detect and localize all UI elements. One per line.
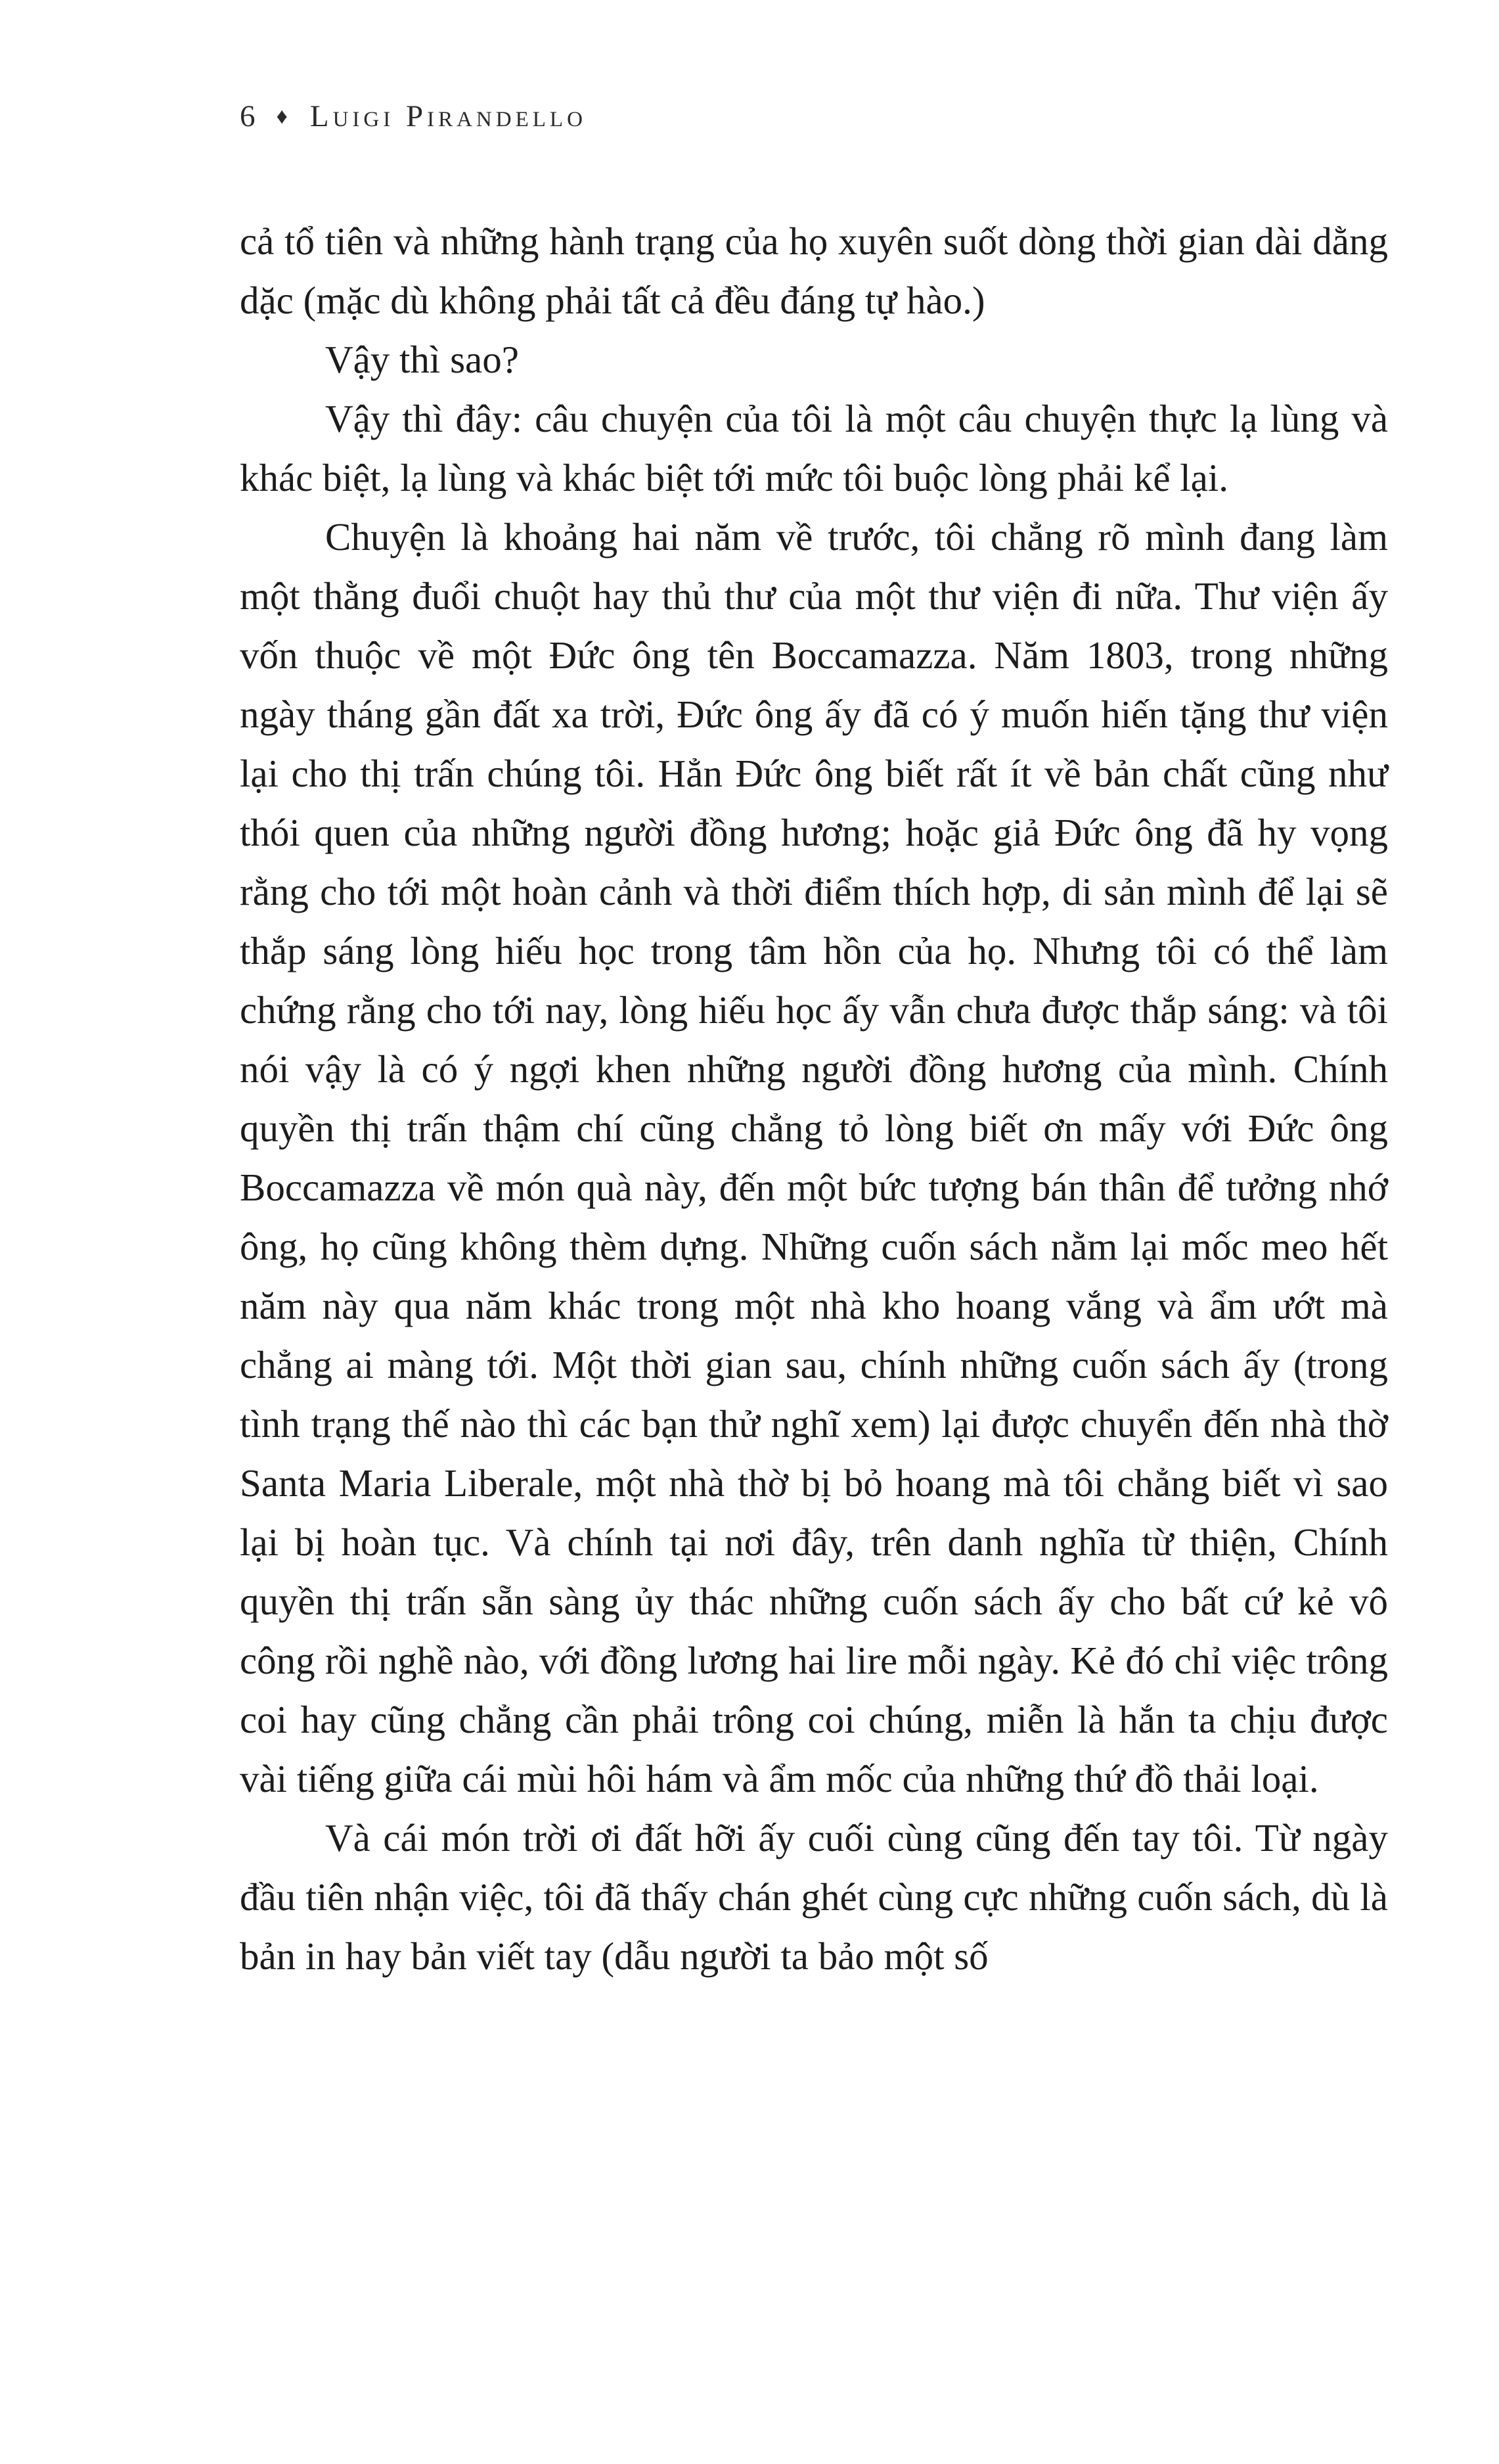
author-name: Luigi Pirandello	[309, 99, 587, 133]
paragraph: Vậy thì sao?	[325, 338, 519, 381]
paragraph: Và cái món trời ơi đất hỡi ấy cuối cùng cũng đến tay tôi. Từ ngày đầu tiên nhận việc, tôi đã thấy chán ghét cùng cực những cuốn sách, dù là bản in hay bản viết tay (dẫu người ta bảo một số	[240, 1816, 1388, 1978]
body-text	[240, 212, 1388, 1986]
paragraph: Chuyện là khoảng hai năm về trước, tôi chẳng rõ mình đang làm một thằng đuổi chuột hay thủ thư của một thư viện đi nữa. Thư viện ấy vốn thuộc về một Đức ông tên Boccamazza. Năm 1803, trong những ngày tháng gần đất xa trời, Đức ông ấy đã có ý muốn hiến tặng thư viện lại cho thị trấn chúng tôi. Hẳn Đức ông biết rất ít về bản chất cũng như thói quen của những người đồng hương; hoặc giả Đức ông đã hy vọng rằng cho tới một hoàn cảnh và thời điểm thích hợp, di sản mình để lại sẽ thắp sáng lòng hiếu học trong tâm hồn của họ. Nhưng tôi có thể làm chứng rằng cho tới nay, lòng hiếu học ấy vẫn chưa được thắp sáng: và tôi nói vậy là có ý ngợi khen những người đồng hương của mình. Chính quyền thị trấn thậm chí cũng chẳng tỏ lòng biết ơn mấy với Đức ông Boccamazza về món quà này, đến một bức tượng bán thân để tưởng nhớ ông, họ cũng không thèm dựng. Những cuốn sách nằm lại mốc meo hết năm này qua năm khác trong một nhà kho hoang vắng và ẩm ướt mà chẳng ai màng tới. Một thời gian sau, chính những cuốn sách ấy (trong tình trạng thế nào thì các bạn thử nghĩ xem) lại được chuyển đến nhà thờ Santa Maria Liberale, một nhà thờ bị bỏ hoang mà tôi chẳng biết vì sao lại bị hoàn tục. Và chính tại nơi đây, trên danh nghĩa từ thiện, Chính quyền thị trấn sẵn sàng ủy thác những cuốn sách ấy cho bất cứ kẻ vô công rồi nghề nào, với đồng lương hai lire mỗi ngày. Kẻ đó chỉ việc trông coi hay cũng chẳng cần phải trông coi chúng, miễn là hắn ta chịu được vài tiếng giữa cái mùi hôi hám và ẩm mốc của những thứ đồ thải loại.	[240, 515, 1388, 1800]
paragraph: Vậy thì đây: câu chuyện của tôi là một câu chuyện thực lạ lùng và khác biệt, lạ lùng và khác biệt tới mức tôi buộc lòng phải kể lại.	[240, 397, 1388, 499]
content-column	[240, 99, 1388, 1986]
diamond-separator-icon: ♦	[276, 104, 290, 129]
page-number: 6	[240, 99, 258, 133]
running-header	[240, 99, 1388, 134]
paragraph: cả tổ tiên và những hành trạng của họ xuyên suốt dòng thời gian dài dằng dặc (mặc dù không phải tất cả đều đáng tự hào.)	[240, 219, 1388, 322]
